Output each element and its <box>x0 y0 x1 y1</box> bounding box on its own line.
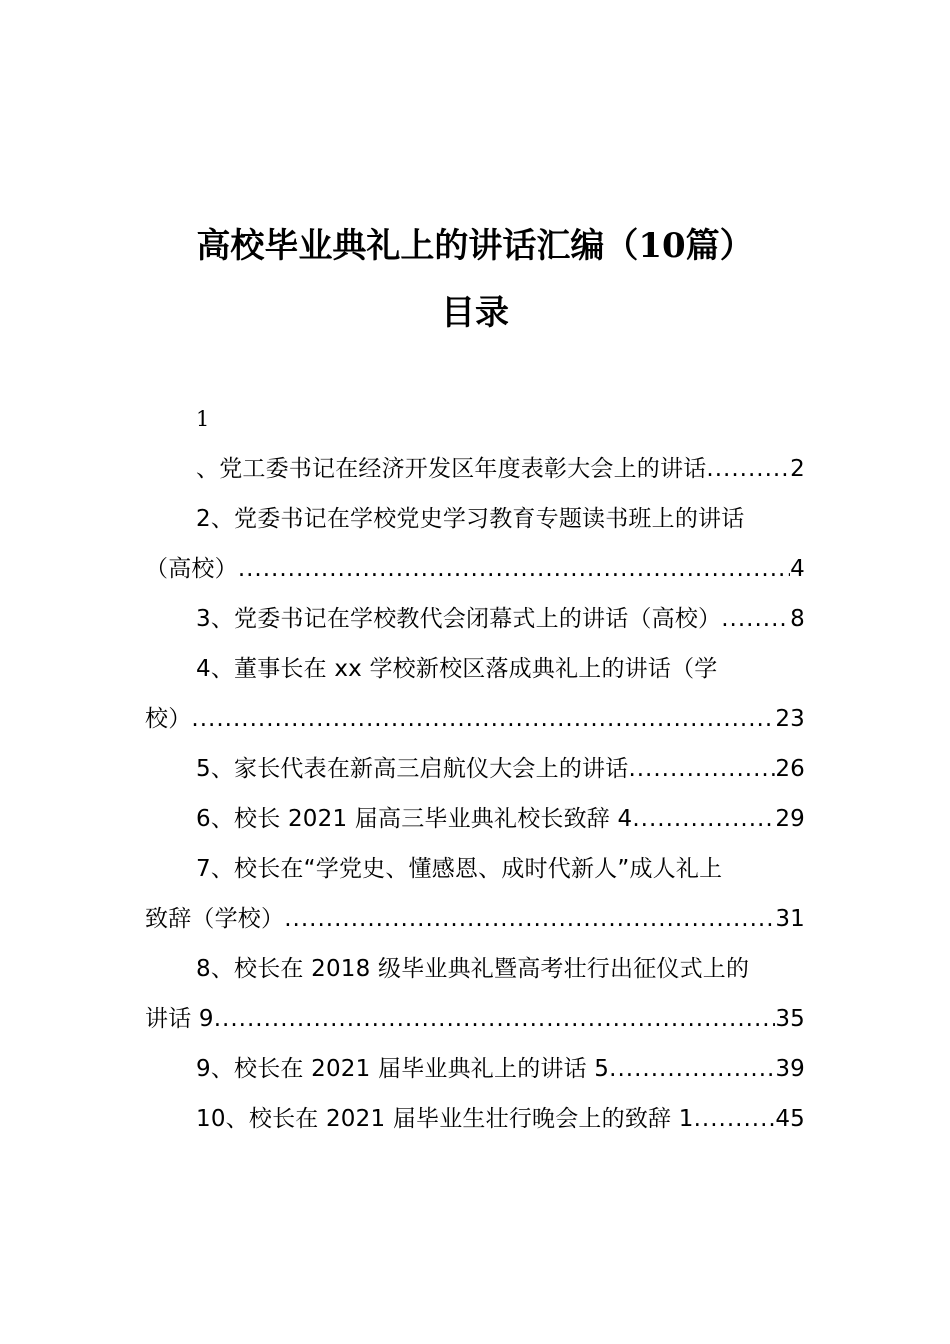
toc-leader-dots <box>706 444 790 494</box>
toc-leader-dots <box>191 694 775 744</box>
toc-leader-dots <box>609 1044 775 1094</box>
toc-entry-title: 9、校长在 2021 届毕业典礼上的讲话 5 <box>196 1056 610 1082</box>
toc-entry-title-cont: 校） <box>145 706 192 732</box>
toc-entry-title: 8、校长在 2018 级毕业典礼暨高考壮行出征仪式上的 <box>196 956 750 982</box>
toc-entry-title-cont: 讲话 9 <box>145 1006 214 1032</box>
toc-entry-title: 2、党委书记在学校党史学习教育专题读书班上的讲话 <box>196 506 745 532</box>
toc-entry-title: 4、董事长在 xx 学校新校区落成典礼上的讲话（学 <box>196 656 718 682</box>
toc-entry-10[interactable] <box>145 1094 805 1144</box>
toc-leader-dots <box>632 794 775 844</box>
toc-entry-2[interactable] <box>145 494 805 544</box>
stray-number: 1 <box>196 407 210 431</box>
toc-page-number: 2 <box>790 456 805 482</box>
toc-entry-3[interactable] <box>145 594 805 644</box>
toc-entry-6[interactable] <box>145 794 805 844</box>
toc-entry-title: 10、校长在 2021 届毕业生壮行晚会上的致辞 1 <box>196 1106 694 1132</box>
toc-entry-5[interactable] <box>145 744 805 794</box>
table-of-contents <box>145 444 805 1144</box>
toc-entry-2-cont[interactable] <box>145 544 805 594</box>
toc-page-number: 29 <box>775 806 805 832</box>
toc-entry-title: 6、校长 2021 届高三毕业典礼校长致辞 4 <box>196 806 633 832</box>
toc-leader-dots <box>721 594 790 644</box>
toc-page-number: 26 <box>775 756 805 782</box>
toc-heading: 目录 <box>441 293 509 333</box>
toc-entry-9[interactable] <box>145 1044 805 1094</box>
toc-entry-7-cont[interactable] <box>145 894 805 944</box>
toc-page-number: 8 <box>790 606 805 632</box>
toc-entry-4[interactable] <box>145 644 805 694</box>
toc-entry-1[interactable] <box>145 444 805 494</box>
toc-leader-dots <box>694 1094 776 1144</box>
toc-entry-title: 、党工委书记在经济开发区年度表彰大会上的讲话 <box>196 456 707 482</box>
toc-page-number: 4 <box>790 556 805 582</box>
document-title: 高校毕业典礼上的讲话汇编（10篇） <box>196 226 754 266</box>
toc-leader-dots <box>628 744 775 794</box>
toc-leader-dots <box>214 994 776 1044</box>
toc-leader-dots <box>284 894 775 944</box>
toc-page-number: 31 <box>775 906 805 932</box>
toc-entry-7[interactable] <box>145 844 805 894</box>
toc-leader-dots <box>238 544 790 594</box>
toc-page-number: 45 <box>775 1106 805 1132</box>
toc-entry-4-cont[interactable] <box>145 694 805 744</box>
toc-page-number: 35 <box>775 1006 805 1032</box>
toc-page-number: 23 <box>775 706 805 732</box>
toc-entry-title: 3、党委书记在学校教代会闭幕式上的讲话（高校） <box>196 606 722 632</box>
toc-entry-title: 5、家长代表在新高三启航仪大会上的讲话 <box>196 756 629 782</box>
toc-entry-title-cont: （高校） <box>145 556 238 582</box>
toc-entry-8[interactable] <box>145 944 805 994</box>
toc-page-number: 39 <box>775 1056 805 1082</box>
toc-entry-title: 7、校长在“学党史、懂感恩、成时代新人”成人礼上 <box>196 856 723 882</box>
toc-entry-8-cont[interactable] <box>145 994 805 1044</box>
toc-entry-title-cont: 致辞（学校） <box>145 906 285 932</box>
